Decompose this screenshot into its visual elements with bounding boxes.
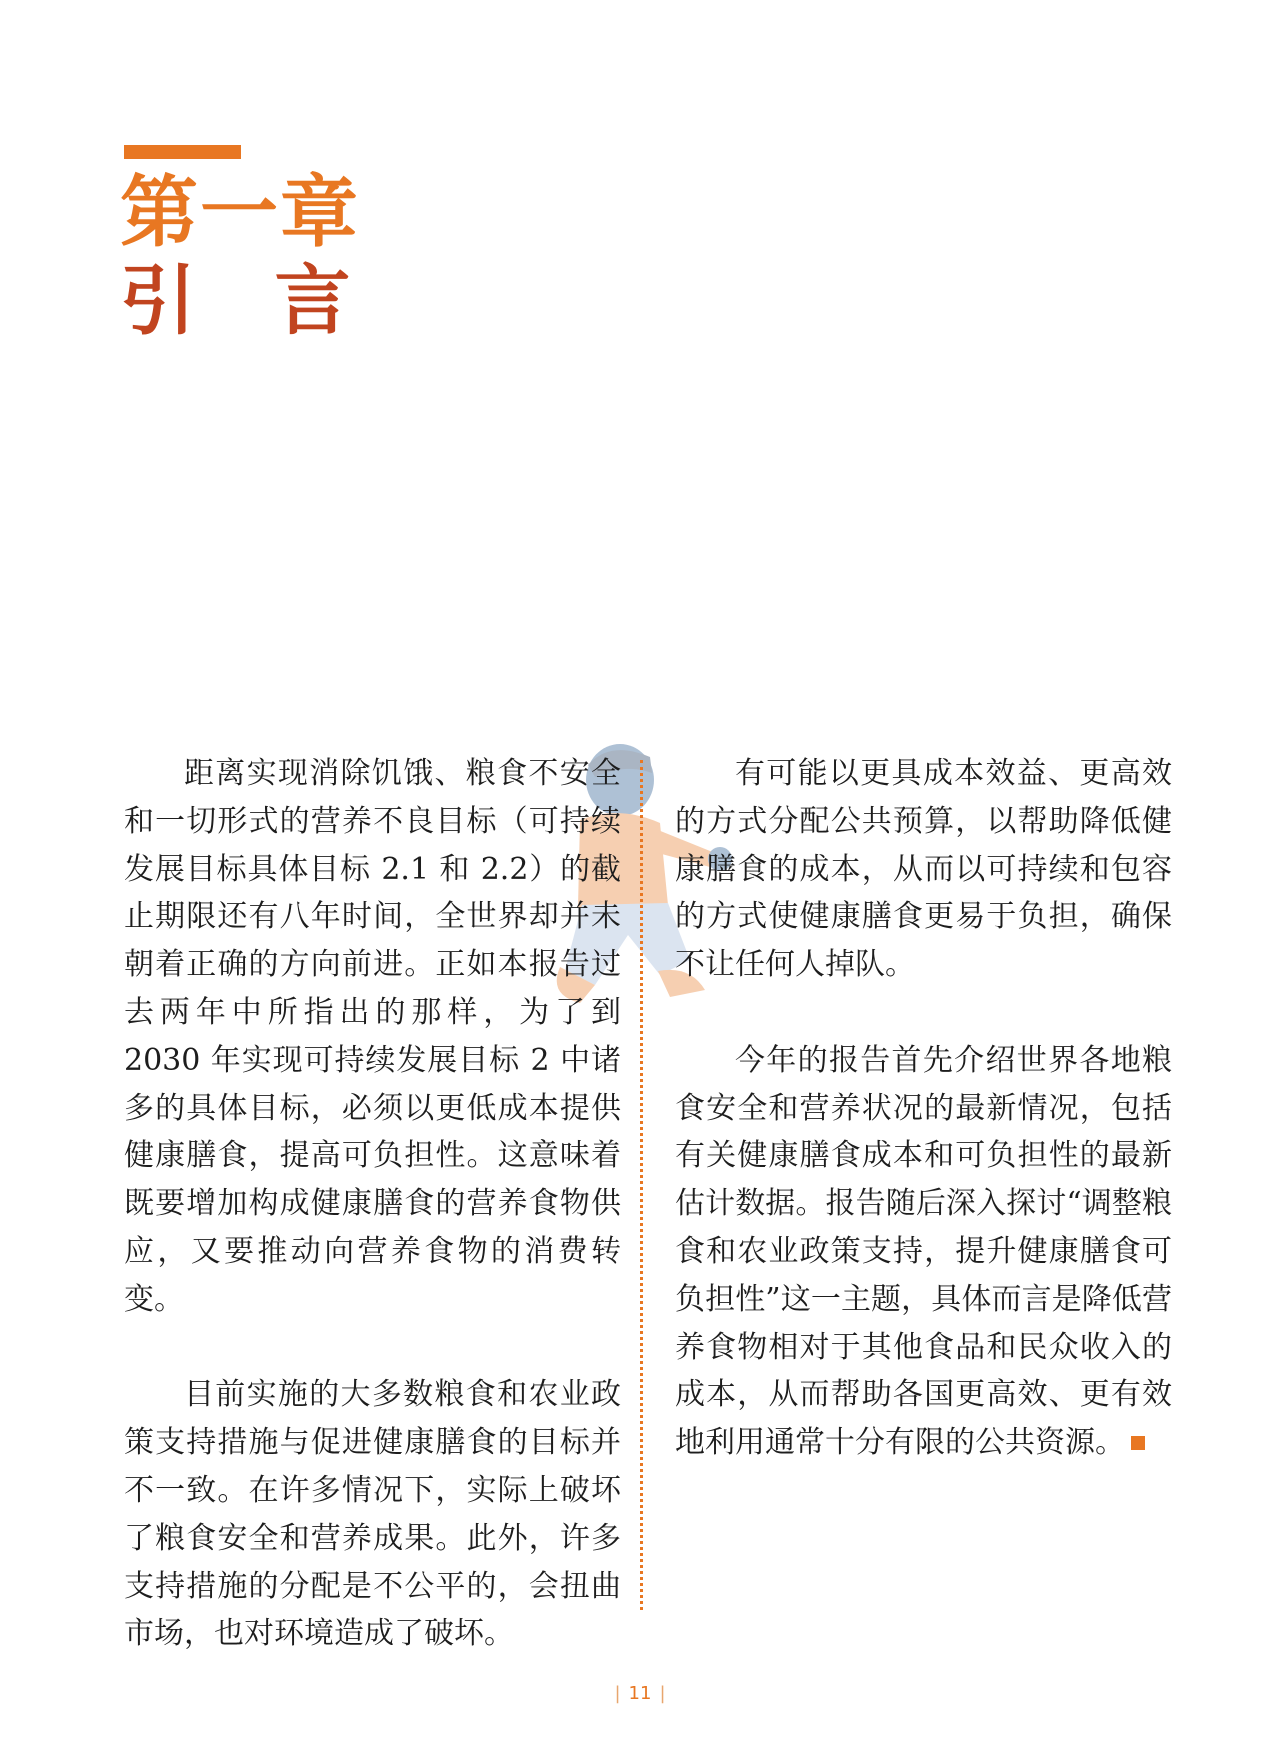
paragraph-last: [675, 1037, 1172, 1467]
left-column: [124, 750, 621, 1706]
column-divider: [640, 760, 643, 1610]
right-column: [675, 750, 1172, 1515]
paragraph: 目前实施的大多数粮食和农业政策支持措施与促进健康膳食的目标并不一致。在许多情况下，实际上破坏了粮食安全和营养成果。此外，许多支持措施的分配是不公平的，会扭曲市场，也对环境造成了破坏。: [124, 1377, 621, 1652]
page-number-value: 11: [628, 1683, 652, 1704]
paragraph-text: 今年的报告首先介绍世界各地粮食安全和营养状况的最新情况，包括有关健康膳食成本和可负担性的最新估计数据。报告随后深入探讨“调整粮食和农业政策支持，提升健康膳食可负担性”这一主题，具体而言是降低营养食物相对于其他食品和民众收入的成本，从而帮助各国更高效、更有效地利用通常十分有限的公共资源。: [675, 1042, 1172, 1461]
paragraph: 距离实现消除饥饿、粮食不安全和一切形式的营养不良目标（可持续发展目标具体目标 2.1 和 2.2）的截止期限还有八年时间，全世界却并未朝着正确的方向前进。正如本报告过去两年中所指出的那样，为了到 2030 年实现可持续发展目标 2 中诸多的具体目标，必须以更低成本提供健康膳食，提高可负担性。这意味着既要增加构成健康膳食的营养食物供应，又要推动向营养食物的消费转变。: [124, 756, 621, 1317]
paragraph: 有可能以更具成本效益、更高效的方式分配公共预算，以帮助降低健康膳食的成本，从而以可持续和包容的方式使健康膳食更易于负担，确保不让任何人掉队。: [675, 756, 1172, 983]
chapter-accent-bar: [124, 145, 241, 159]
chapter-title: 引 言: [120, 256, 377, 345]
page-number: [540, 1683, 740, 1704]
chapter-number: 第一章: [120, 168, 361, 258]
end-mark-icon: [1131, 1436, 1145, 1450]
page-number-separator-left: |: [614, 1683, 621, 1704]
page-number-separator-right: |: [659, 1683, 666, 1704]
